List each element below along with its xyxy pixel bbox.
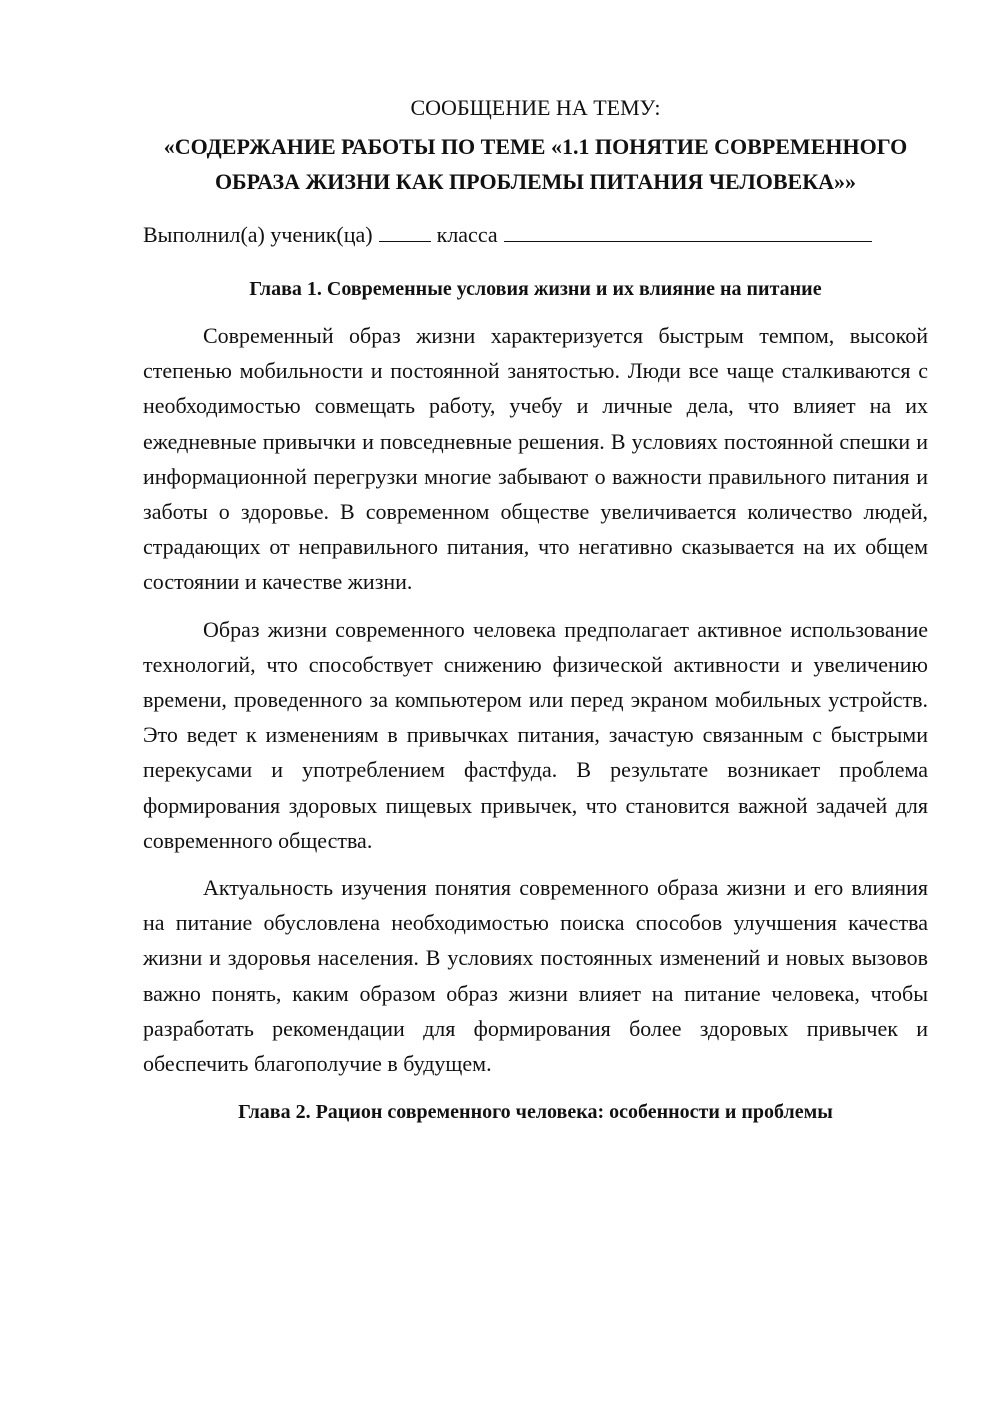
document-page bbox=[143, 90, 928, 1127]
class-number-blank bbox=[379, 221, 431, 242]
class-name-blank bbox=[504, 221, 872, 242]
author-label: Выполнил(а) ученик(ца) bbox=[143, 222, 373, 247]
chapter-1-title: Глава 1. Современные условия жизни и их влияние на питание bbox=[249, 278, 822, 300]
chapter-1-paragraph-3: Актуальность изучения понятия современного образа жизни и его влияния на питание обусловлена необходимостью поиска способов улучшения качества жизни и здоровья населения. В условиях постоянных изменений и новых вызовов важно понять, каким образом образ жизни влияет на питание человека, чтобы разработать рекомендации для формирования более здоровых привычек и обеспечить благополучие в будущем. bbox=[143, 875, 928, 1077]
class-label: класса bbox=[436, 222, 498, 247]
document-heading: СООБЩЕНИЕ НА ТЕМУ: bbox=[410, 95, 661, 120]
chapter-1-paragraph-1: Современный образ жизни характеризуется быстрым темпом, высокой степенью мобильности и постоянной занятостью. Люди все чаще сталкиваются с необходимостью совмещать работу, учебу и личные дела, что влияет на их ежедневные привычки и повседневные решения. В условиях постоянной спешки и информационной перегрузки многие забывают о важности правильного питания и заботы о здоровье. В современном обществе увеличивается количество людей, страдающих от неправильного питания, что негативно сказывается на их общем состоянии и качестве жизни. bbox=[143, 323, 928, 595]
author-line bbox=[143, 217, 928, 252]
chapter-2-title: Глава 2. Рацион современного человека: особенности и проблемы bbox=[238, 1101, 833, 1124]
document-title: «СОДЕРЖАНИЕ РАБОТЫ ПО ТЕМЕ «1.1 ПОНЯТИЕ СОВРЕМЕННОГО ОБРАЗА ЖИЗНИ КАК ПРОБЛЕМЫ ПИТАНИЯ ЧЕЛОВЕКА»» bbox=[163, 134, 908, 194]
chapter-1-paragraph-2: Образ жизни современного человека предполагает активное использование технологий, что способствует снижению физической активности и увеличению времени, проведенного за компьютером или перед экраном мобильных устройств. Это ведет к изменениям в привычках питания, зачастую связанным с быстрыми перекусами и употреблением фастфуда. В результате возникает проблема формирования здоровых пищевых привычек, что становится важной задачей для современного общества. bbox=[143, 616, 928, 853]
